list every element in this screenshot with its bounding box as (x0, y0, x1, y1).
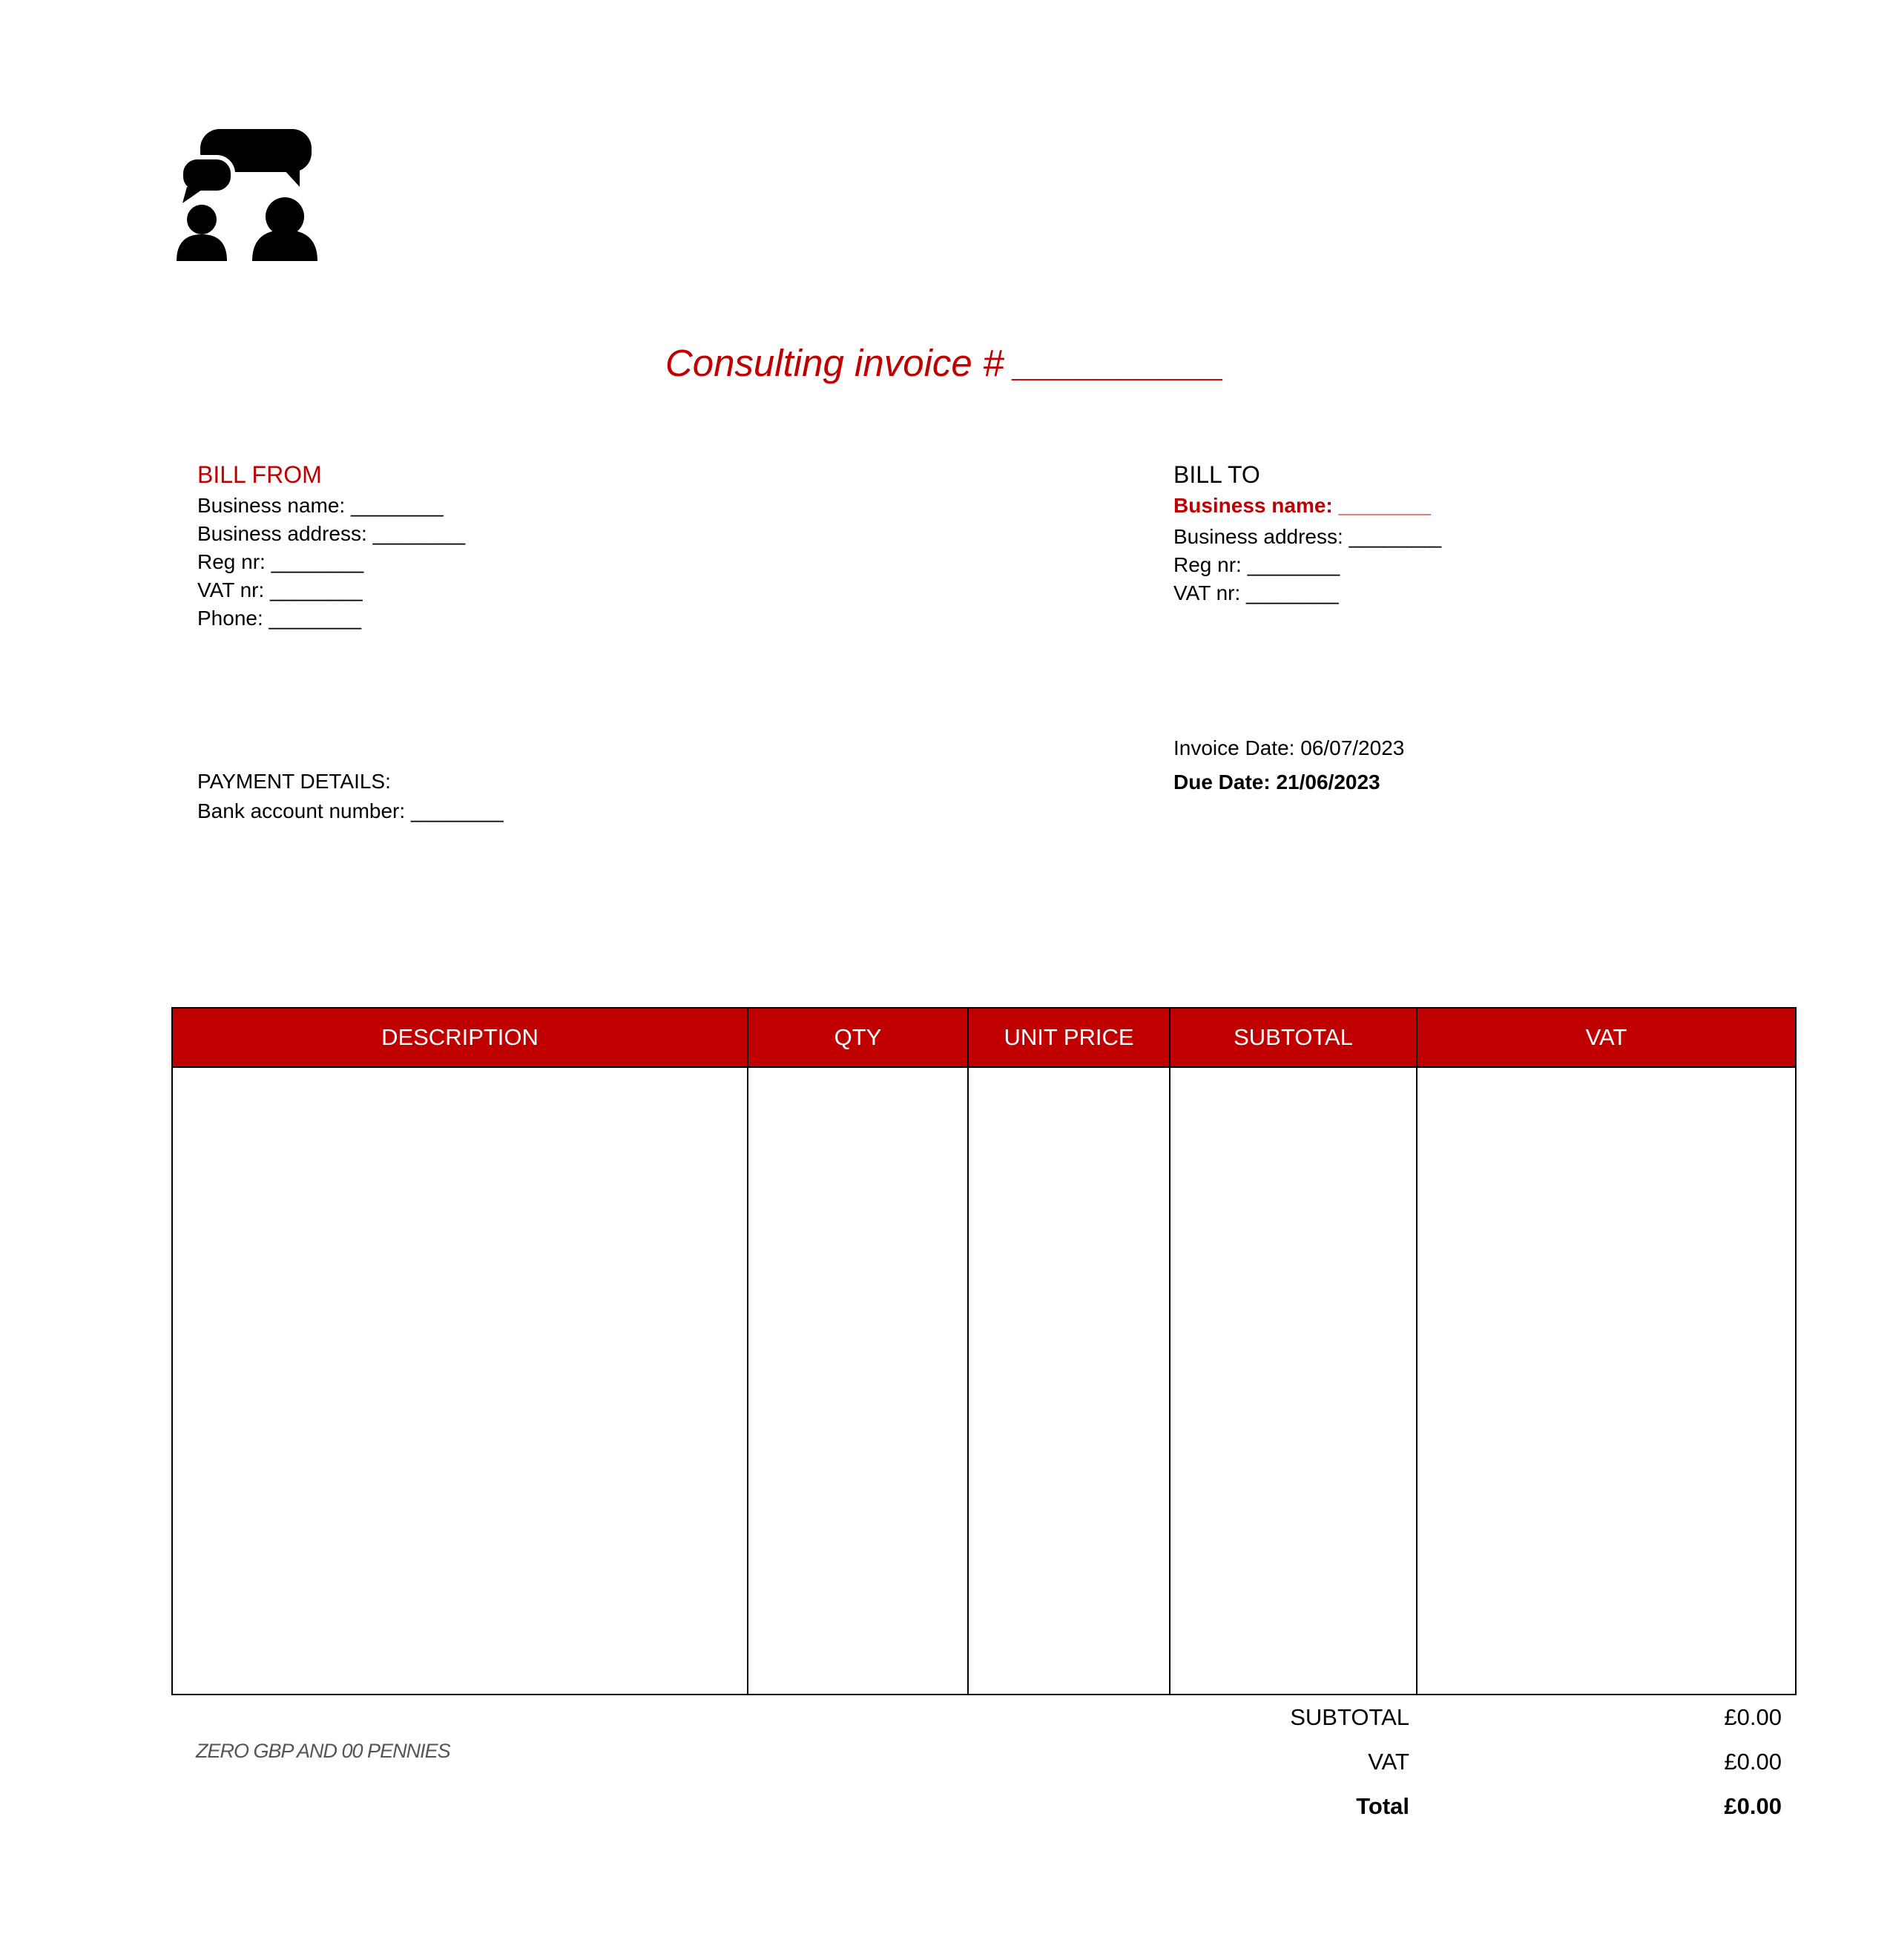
total-value: £0.00 (1724, 1793, 1782, 1819)
cell-unit-price (968, 1067, 1170, 1695)
line-items-table (171, 1007, 1797, 1695)
column-header-vat: VAT (1417, 1008, 1796, 1067)
amount-in-words: ZERO GBP AND 00 PENNIES (196, 1740, 450, 1762)
vat-label: VAT (1368, 1749, 1409, 1775)
consulting-people-chat-icon (172, 126, 317, 263)
bill-from-heading: BILL FROM (197, 461, 322, 488)
column-header-subtotal: SUBTOTAL (1170, 1008, 1417, 1067)
payment-details-section (197, 767, 504, 826)
cell-qty (748, 1067, 968, 1695)
bill-from-reg-nr: Reg nr: ________ (197, 550, 364, 573)
bill-from-business-address: Business address: ________ (197, 522, 466, 545)
invoice-title: Consulting invoice # __________ (665, 342, 1225, 384)
bill-from-business-name: Business name: ________ (197, 494, 444, 517)
dates-section (1173, 731, 1404, 799)
due-date: Due Date: 21/06/2023 (1173, 771, 1380, 793)
payment-details-heading: PAYMENT DETAILS: (197, 770, 391, 793)
vat-value: £0.00 (1724, 1749, 1782, 1775)
column-header-description: DESCRIPTION (172, 1008, 748, 1067)
total-label: Total (1356, 1793, 1409, 1819)
cell-subtotal (1170, 1067, 1417, 1695)
table-row (172, 1067, 1796, 1695)
bill-to-vat-nr: VAT nr: ________ (1173, 581, 1339, 604)
bill-to-section (1173, 458, 1441, 607)
bank-account-number: Bank account number: ________ (197, 799, 504, 822)
bill-from-phone: Phone: ________ (197, 607, 362, 630)
cell-description (172, 1067, 748, 1695)
cell-vat (1417, 1067, 1796, 1695)
invoice-date: Invoice Date: 06/07/2023 (1173, 736, 1405, 759)
company-logo (172, 126, 317, 263)
bill-to-reg-nr: Reg nr: ________ (1173, 553, 1340, 576)
bill-from-section (197, 458, 465, 633)
bill-to-business-name: Business name: ________ (1173, 494, 1432, 517)
subtotal-label: SUBTOTAL (1290, 1704, 1409, 1730)
bill-to-heading: BILL TO (1173, 461, 1260, 488)
table-header-row (172, 1008, 1796, 1067)
subtotal-value: £0.00 (1724, 1704, 1782, 1730)
bill-from-vat-nr: VAT nr: ________ (197, 578, 363, 601)
column-header-qty: QTY (748, 1008, 968, 1067)
column-header-unit-price: UNIT PRICE (968, 1008, 1170, 1067)
bill-to-business-address: Business address: ________ (1173, 525, 1442, 548)
